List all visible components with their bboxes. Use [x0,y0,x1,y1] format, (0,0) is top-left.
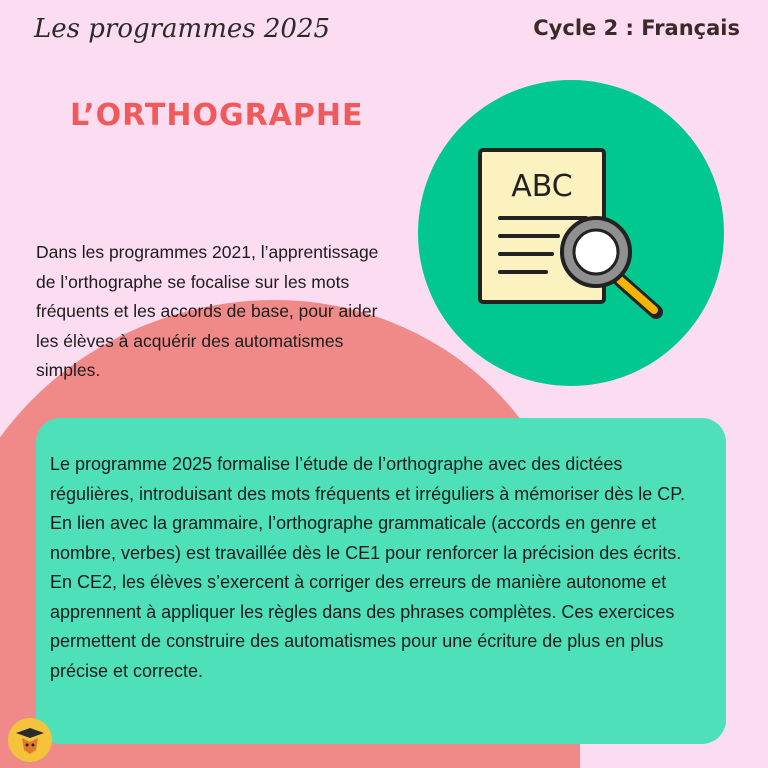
doc-abc-text: ABC [511,169,573,204]
program-2025-box [36,418,726,744]
document-magnifier-icon [418,80,724,386]
page-title: L’ORTHOGRAPHE [70,98,364,133]
illustration-circle [418,80,724,386]
header-cycle-label: Cycle 2 : Français [533,16,740,40]
program-2025-text: Le programme 2025 formalise l’étude de l’orthographe avec des dictées régulières, introduisant des mots fréquents et irréguliers à mémoriser dès le CP. En lien avec la grammaire, l’orthographe grammaticale (accords en genre et nombre, verbes) est travaillée dès le CE1 pour renforcer la précision des écrits. En CE2, les élèves s’exercent à corriger des erreurs de manière autonome et apprennent à appliquer les règles dans des phrases complètes. Ces exercices permettent de construire des automatismes pour une écriture de plus en plus précise et correcte. [50,454,685,681]
intro-paragraph: Dans les programmes 2021, l’apprentissage de l’orthographe se focalise sur les mots fréquents et les accords de base, pour aider les élèves à acquérir des automatismes simples. [36,242,379,380]
fox-graduate-logo-icon [8,718,52,762]
header-program-label: Les programmes 2025 [34,14,331,44]
